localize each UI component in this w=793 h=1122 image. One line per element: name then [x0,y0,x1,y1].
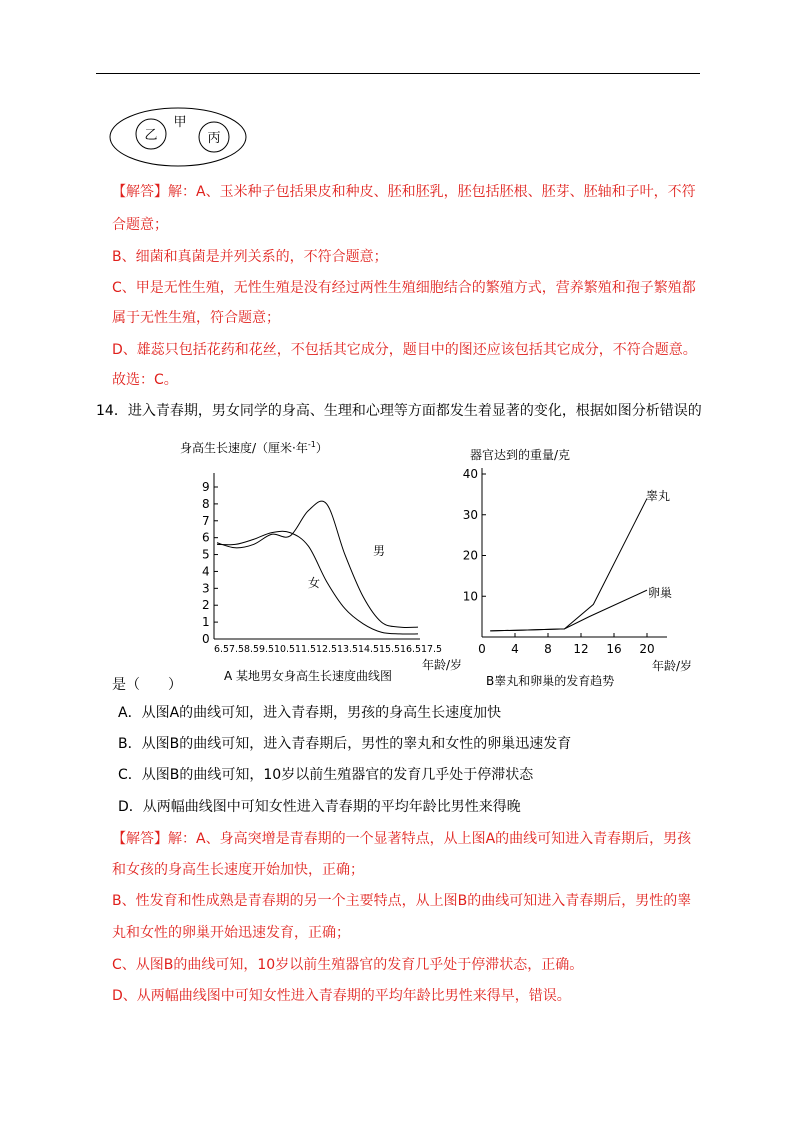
option-a: A．从图A的曲线可知，进入青春期，男孩的身高生长速度加快 [118,705,502,721]
answer13-line-7: 故选：C。 [112,372,178,388]
answer13-line-5: 属于无性生殖，符合题意； [112,310,280,326]
answer13-line-6: D、雄蕊只包括花药和花丝，不包括其它成分，题目中的图还应该包括其它成分，不符合题意。 [112,342,697,358]
chart-b-xtick-label: 8 [544,642,552,656]
chart-b-title: B睾丸和卵巢的发育趋势 [486,674,615,688]
chart-a-title: A 某地男女身高生长速度曲线图 [224,669,393,683]
chart-a-ytick-label: 7 [202,513,210,528]
answer14-line-3: B、性发育和性成熟是青春期的另一个主要特点，从上图B的曲线可知进入青春期后，男性的睾 [112,893,692,909]
series-label-ovary: 卵巢 [648,586,673,600]
series-label-male: 男 [373,544,386,558]
set-diagram [108,106,248,168]
set-diagram-svg [108,106,248,168]
chart-b-xtick-label: 12 [573,642,589,656]
chart-b-series-testis [490,498,647,630]
answer14-line-4: 丸和女性的卵巢开始迅速发育，正确； [112,925,350,941]
option-c: C．从图B的曲线可知，10岁以前生殖器官的发育几乎处于停滞状态 [118,767,534,783]
chart-b-xtick-label: 0 [478,642,486,656]
series-label-female: 女 [308,576,321,590]
answer13-line-4: C、甲是无性生殖，无性生殖是没有经过两性生殖细胞结合的繁殖方式，营养繁殖和孢子繁殖都 [112,280,696,296]
chart-b-ytick-label: 10 [462,589,478,604]
chart-a-axes [214,473,420,639]
chart-a-ytick-label: 0 [202,632,210,646]
question14-stem: 14．进入青春期，男女同学的身高、生理和心理等方面都发生着显著的变化，根据如图分析错误的 [96,403,702,419]
label-outer: 甲 [173,115,187,130]
option-b: B．从图B的曲线可知，进入青春期后，男性的睾丸和女性的卵巢迅速发育 [118,736,572,752]
chart-a-ylabel: 身高生长速度/（厘米·年$^{-1}$） [180,440,328,455]
option-d: D．从两幅曲线图中可知女性进入青春期的平均年龄比男性来得晚 [118,799,521,815]
chart-b-ytick-label: 40 [462,467,478,481]
chart-a-ytick-label: 6 [202,530,210,545]
chart-a-ytick-label: 1 [202,615,210,630]
answer-tag: 【解答】 [112,831,168,847]
label-right: 丙 [207,131,221,146]
chart-b-svg [462,440,707,690]
chart-b-xtick-label: 4 [511,642,519,656]
chart-a-lines [217,501,418,634]
chart-a-ytick-label: 8 [202,496,210,511]
question14-stem-end: 是（ ） [112,677,182,693]
chart-a-ytick-label: 9 [202,480,210,494]
chart-a-ytick-label: 5 [202,547,210,562]
series-label-testis: 睾丸 [646,489,671,503]
chart-b-ylabel: 器官达到的重量/克 [470,448,571,462]
chart-a-series-male [217,501,418,627]
chart-b-xtick-label: 20 [639,642,655,656]
chart-b-ticks [463,467,655,656]
chart-a [170,433,463,692]
answer-tag: 【解答】 [112,184,168,200]
chart-b-ytick-label: 20 [462,548,478,563]
answer14-line-2: 和女孩的身高生长速度开始加快，正确； [112,862,364,878]
chart-a-ytick-label: 4 [202,564,210,579]
answer14-line-5: C、从图B的曲线可知，10岁以前生殖器官的发育几乎处于停滞状态，正确。 [112,957,584,973]
chart-a-ytick-label: 3 [202,581,210,596]
chart-b-axes [482,468,667,637]
label-left: 乙 [144,128,158,143]
chart-b-xlabel: 年龄/岁 [652,659,693,673]
answer13-line-2: 合题意； [112,217,168,233]
chart-b-ytick-label: 30 [462,507,478,522]
chart-a-svg [170,433,463,688]
chart-a-ticks [202,480,218,646]
answer13-line-3: B、细菌和真菌是并列关系的，不符合题意； [112,249,388,265]
chart-a-ytick-label: 2 [202,598,210,613]
header-rule [96,73,700,74]
chart-b-lines [490,498,647,630]
chart-a-xticks: 6.57.58.59.510.511.512.513.514.515.516.517.5 [214,644,442,655]
answer14-line-1: 【解答】解：A、身高突增是青春期的一个显著特点，从上图A的曲线可知进入青春期后，男孩 [112,831,692,847]
answer13-line-1: 【解答】解：A、玉米种子包括果皮和种皮、胚和胚乳，胚包括胚根、胚芽、胚轴和子叶，不符 [112,184,696,200]
chart-b [462,440,707,694]
chart-a-xlabel: 年龄/岁 [422,658,463,672]
chart-b-xtick-label: 16 [606,642,622,656]
answer14-line-6: D、从两幅曲线图中可知女性进入青春期的平均年龄比男性来得早，错误。 [112,988,571,1004]
